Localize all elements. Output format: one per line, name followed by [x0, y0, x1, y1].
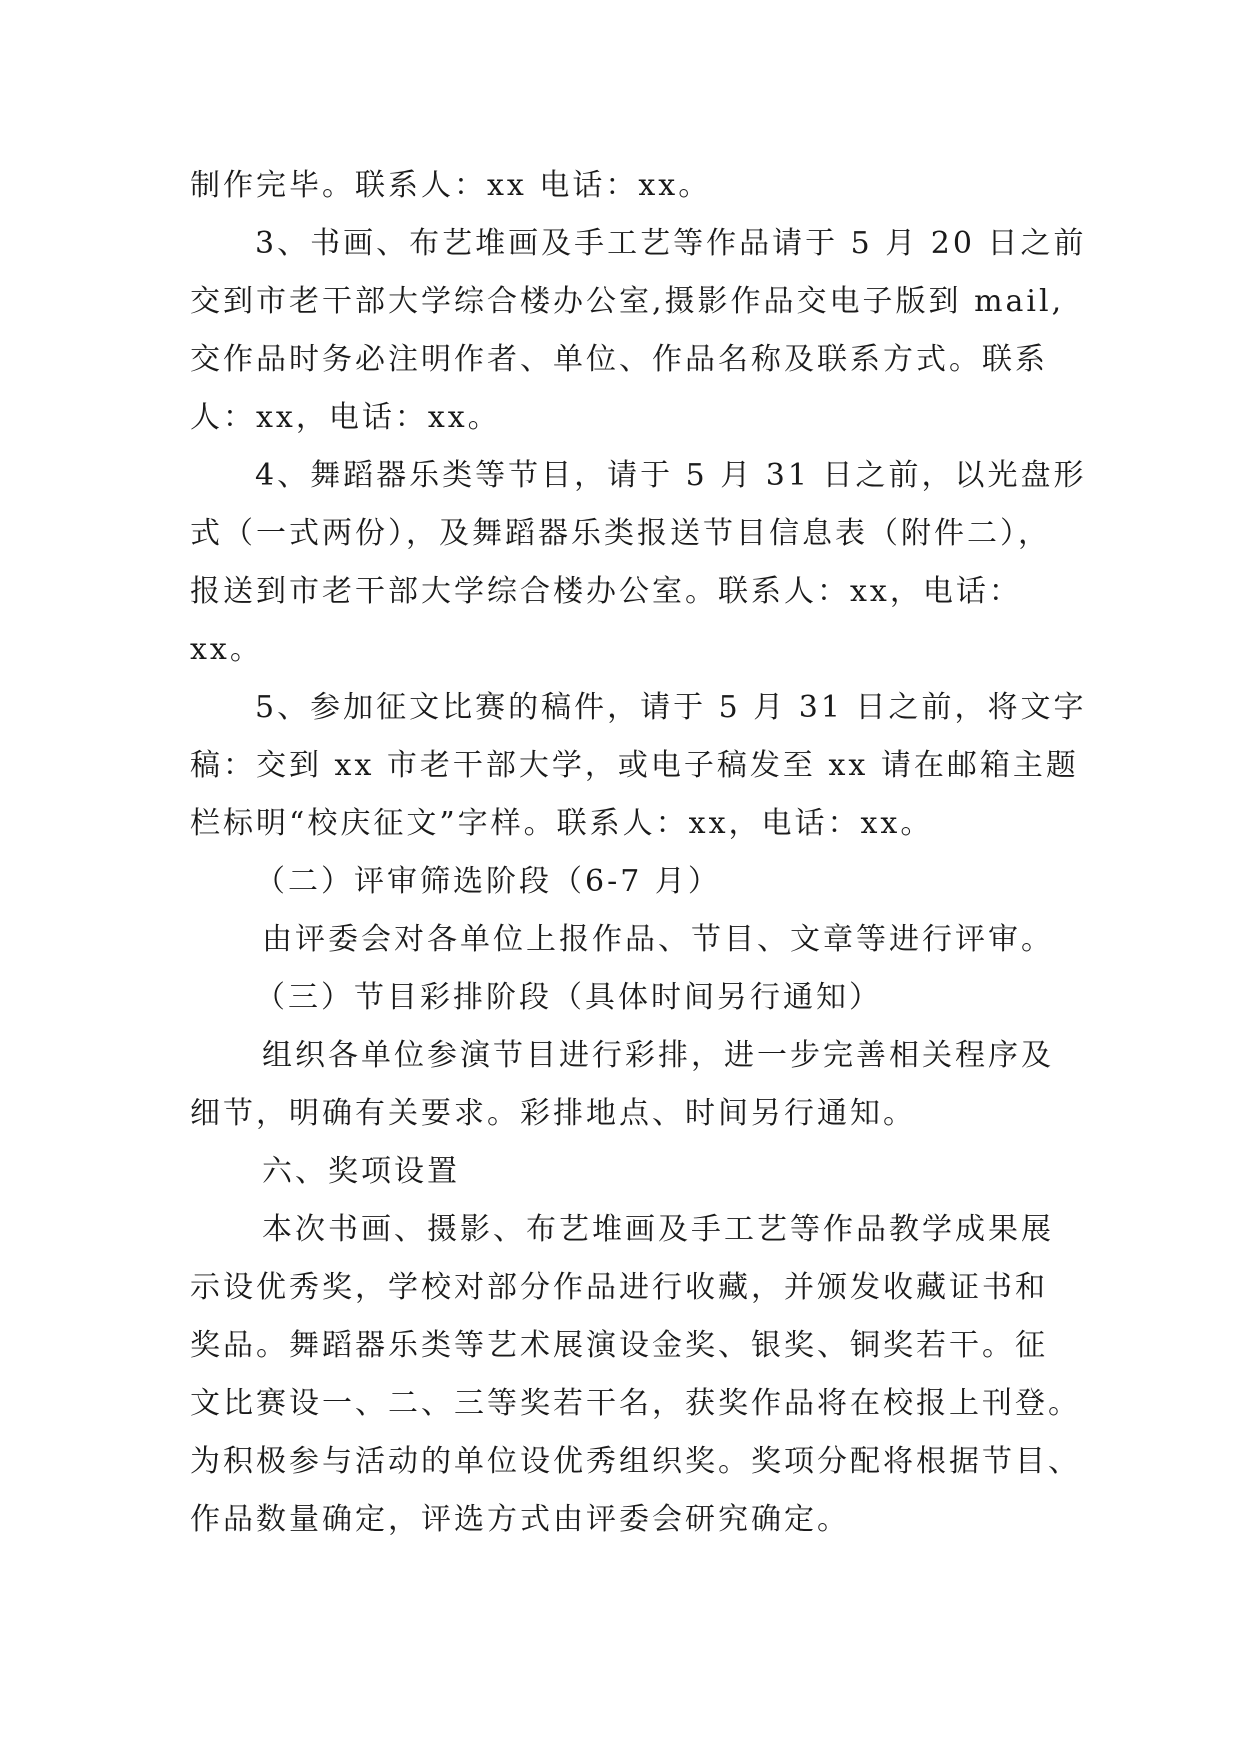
text-line: 稿：交到 xx 市老干部大学，或电子稿发至 xx 请在邮箱主题: [190, 748, 1079, 783]
text-line: xx。: [190, 632, 263, 667]
text-line: 细节，明确有关要求。彩排地点、时间另行通知。: [190, 1096, 916, 1131]
text-line: 示设优秀奖，学校对部分作品进行收藏，并颁发收藏证书和: [190, 1270, 1048, 1305]
text-line: 人：xx，电话：xx。: [190, 400, 501, 435]
text-line: 文比赛设一、二、三等奖若干名，获奖作品将在校报上刊登。: [190, 1386, 1081, 1421]
text-line: 式（一式两份），及舞蹈器乐类报送节目信息表（附件二），: [190, 516, 1051, 551]
section-heading: （三）节目彩排阶段（具体时间另行通知）: [255, 980, 882, 1015]
text-line: 组织各单位参演节目进行彩排，进一步完善相关程序及: [262, 1038, 1054, 1073]
text-line: 交到市老干部大学综合楼办公室,摄影作品交电子版到 mail,: [190, 284, 1065, 319]
section-heading: 六、奖项设置: [262, 1154, 460, 1189]
text-line: 本次书画、摄影、布艺堆画及手工艺等作品教学成果展: [262, 1212, 1054, 1247]
section-heading: （二）评审筛选阶段（6-7 月）: [255, 864, 721, 899]
text-line: 交作品时务必注明作者、单位、作品名称及联系方式。联系: [190, 342, 1048, 377]
text-line: 奖品。舞蹈器乐类等艺术展演设金奖、银奖、铜奖若干。征: [190, 1328, 1048, 1363]
text-line: 作品数量确定，评选方式由评委会研究确定。: [190, 1502, 850, 1537]
text-line: 报送到市老干部大学综合楼办公室。联系人：xx，电话：: [190, 574, 1022, 609]
text-line: 由评委会对各单位上报作品、节目、文章等进行评审。: [262, 922, 1054, 957]
text-line: 4、舞蹈器乐类等节目，请于 5 月 31 日之前，以光盘形: [255, 458, 1087, 493]
text-line: 制作完毕。联系人：xx 电话：xx。: [190, 168, 712, 203]
text-line: 3、书画、布艺堆画及手工艺等作品请于 5 月 20 日之前: [255, 226, 1087, 261]
text-line: 栏标明“校庆征文”字样。联系人：xx，电话：xx。: [190, 806, 934, 841]
text-line: 5、参加征文比赛的稿件，请于 5 月 31 日之前，将文字: [255, 690, 1087, 725]
text-line: 为积极参与活动的单位设优秀组织奖。奖项分配将根据节目、: [190, 1444, 1081, 1479]
